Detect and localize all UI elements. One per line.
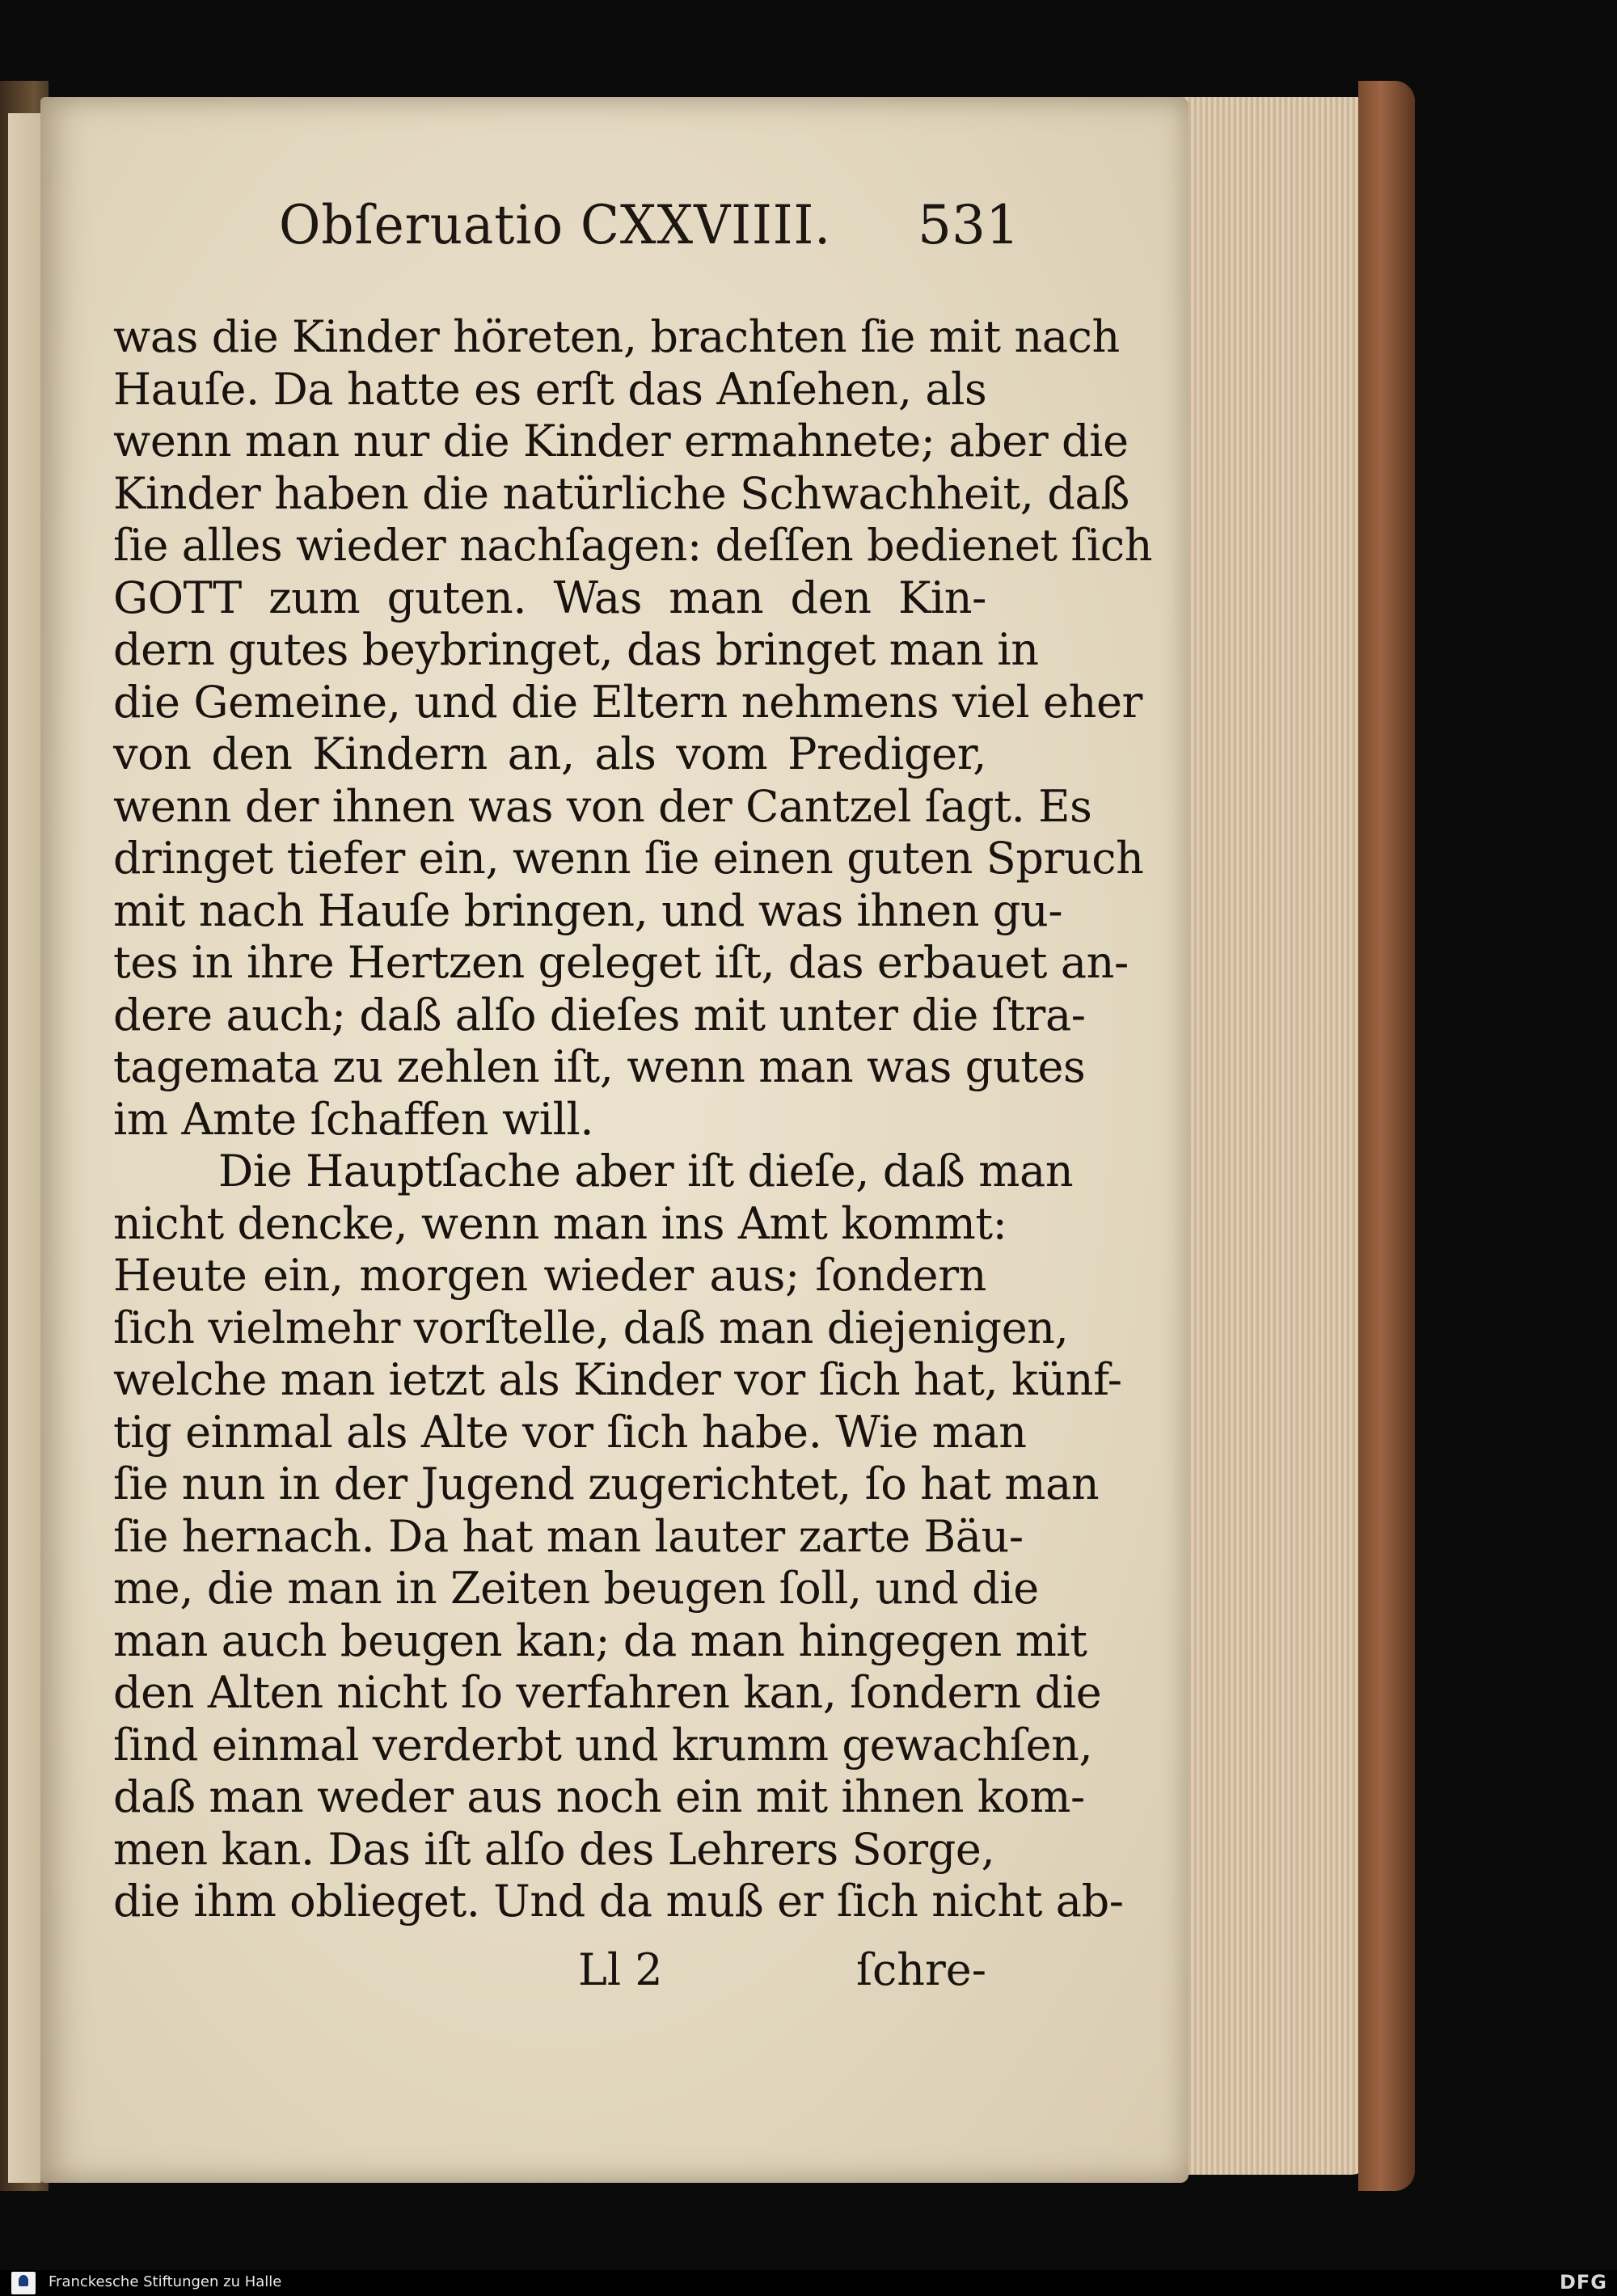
text-line: im Amte ſchaffen will. <box>113 1093 594 1145</box>
text-line: tig einmal als Alte vor ſich habe. Wie man <box>113 1406 1027 1458</box>
back-cover <box>1358 81 1415 2191</box>
running-title: Obſeruatio CXXVIIII. <box>279 194 832 256</box>
text-line: men kan. Das iſt alſo des Lehrers Sorge, <box>113 1823 995 1875</box>
text-line: dere auch; daß alſo dieſes mit unter die ſtra- <box>113 989 1086 1040</box>
text-line: wenn der ihnen was von der Cantzel ſagt. Es <box>113 780 1092 832</box>
text-line: me, die man in Zeiten beugen ſoll, und die <box>113 1563 1039 1614</box>
text-line: was die Kinder höreten, brachten ſie mit nach <box>113 311 1120 362</box>
text-line: tagemata zu zehlen iſt, wenn man was gutes <box>113 1041 1086 1092</box>
page-header <box>279 194 1020 267</box>
text-line: ſich vielmehr vorſtelle, daß man diejenigen, <box>113 1302 1069 1353</box>
page-footer <box>113 1944 986 2001</box>
text-line: ſie nun in der Jugend zugerichtet, ſo hat man <box>113 1458 1100 1509</box>
text-line: ſie hernach. Da hat man lauter zarte Bäu- <box>113 1510 1024 1562</box>
left-page-edge <box>8 113 42 2183</box>
text-line: Hauſe. Da hatte es erſt das Anſehen, als <box>113 363 987 415</box>
page-number: 531 <box>918 194 1020 256</box>
text-line: welche man ietzt als Kinder vor ſich hat, künf- <box>113 1354 1122 1405</box>
text-line: von den Kindern an, als vom Prediger, <box>113 728 986 779</box>
text-line: Die Hauptſache aber iſt dieſe, daß man <box>218 1146 1074 1197</box>
text-line: man auch beugen kan; da man hingegen mit <box>113 1614 1087 1666</box>
institution-name: Franckesche Stiftungen zu Halle <box>49 2273 282 2290</box>
catchword: ſchre- <box>855 1944 986 1995</box>
text-line: ſind einmal verderbt und krumm gewachſen, <box>113 1719 1093 1771</box>
text-line: die Gemeine, und die Eltern nehmens viel eher <box>113 676 1142 728</box>
text-block <box>113 311 1153 1928</box>
text-line: dringet tiefer ein, wenn ſie einen guten Spruch <box>113 833 1144 884</box>
dfg-logo: DFG <box>1559 2271 1607 2294</box>
text-line: die ihm oblieget. Und da muß er ſich nicht ab- <box>113 1876 1124 1927</box>
text-line: dern gutes beybringet, das bringet man in <box>113 624 1039 675</box>
institution-logo-icon <box>11 2272 36 2294</box>
text-line: daß man weder aus noch ein mit ihnen kom- <box>113 1771 1085 1822</box>
text-line: ſie alles wieder nachſagen: deſſen bedienet ſich <box>113 520 1153 571</box>
text-line: Heute ein, morgen wieder aus; ſondern <box>113 1250 986 1301</box>
text-line: tes in ihre Hertzen geleget iſt, das erbauet an- <box>113 937 1129 988</box>
text-line: mit nach Hauſe bringen, und was ihnen gu- <box>113 884 1063 936</box>
page-edges <box>1180 97 1374 2175</box>
text-line: den Alten nicht ſo verfahren kan, ſondern die <box>113 1667 1102 1718</box>
text-line: Kinder haben die natürliche Schwachheit, daß <box>113 467 1129 519</box>
signature-mark: Ll 2 <box>578 1944 663 1995</box>
text-line: wenn man nur die Kinder ermahnete; aber die <box>113 416 1129 466</box>
text-line: nicht dencke, wenn man ins Amt kommt: <box>113 1197 1007 1249</box>
text-line: GOTT zum guten. Was man den Kin- <box>113 572 986 623</box>
